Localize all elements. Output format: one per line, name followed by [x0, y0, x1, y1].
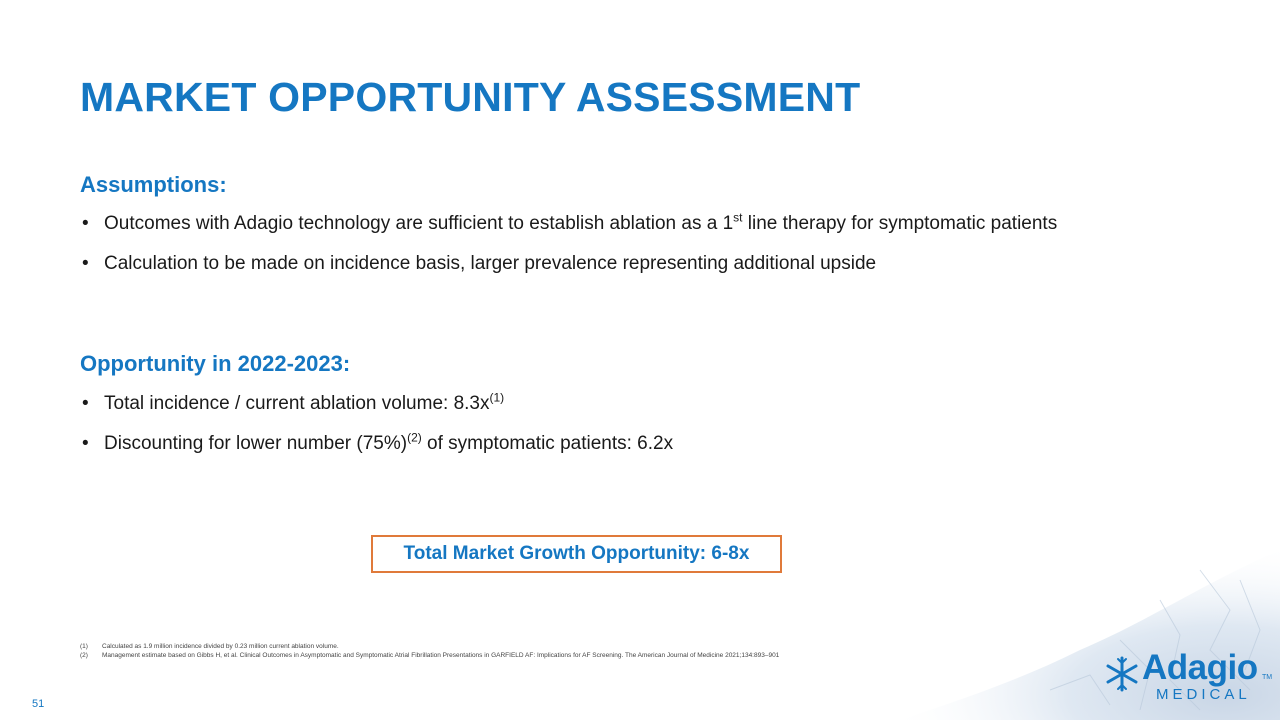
page-title: MARKET OPPORTUNITY ASSESSMENT — [80, 74, 861, 120]
bullet-icon: • — [82, 433, 89, 454]
page-number: 51 — [32, 698, 45, 710]
list-item: • Calculation to be made on incidence basis, larger prevalence representing additional upside — [80, 250, 1160, 278]
snowflake-icon — [1102, 654, 1142, 694]
opportunity-heading: Opportunity in 2022-2023: — [80, 351, 351, 376]
list-item: • Total incidence / current ablation volume: $8.3x^{(1)}$ — [80, 390, 1160, 418]
list-item: • Outcomes with Adagio technology are sufficient to establish ablation as a 1st line therapy for symptomatic patients — [80, 210, 1160, 238]
list-item: • Discounting for lower number $(75\%)^{(2)}$ of symptomatic patients: 6.2x — [80, 430, 1160, 458]
footnote: (1) Calculated as 1.9 million incidence divided by 0.23 million current ablation volume. — [80, 643, 339, 650]
bullet-icon: • — [82, 253, 89, 274]
opportunity-list — [80, 390, 1160, 470]
assumptions-heading: Assumptions: — [80, 172, 227, 197]
adagio-logo: Adagio TM MEDICAL — [1100, 654, 1276, 710]
market-growth-callout: Total Market Growth Opportunity: 6-8x — [371, 535, 782, 573]
bullet-icon: • — [82, 213, 89, 234]
assumptions-list — [80, 210, 1160, 290]
footnote: (2) Management estimate based on Gibbs H, et al. Clinical Outcomes in Asymptomatic and Symptomatic Atrial Fibrillation Presentations in GARFIELD AF: Implications for AF Screening. The American Journal of Medicine 2021;134:893–901 — [80, 652, 780, 659]
footnotes — [80, 642, 800, 660]
bullet-icon: • — [82, 393, 89, 414]
